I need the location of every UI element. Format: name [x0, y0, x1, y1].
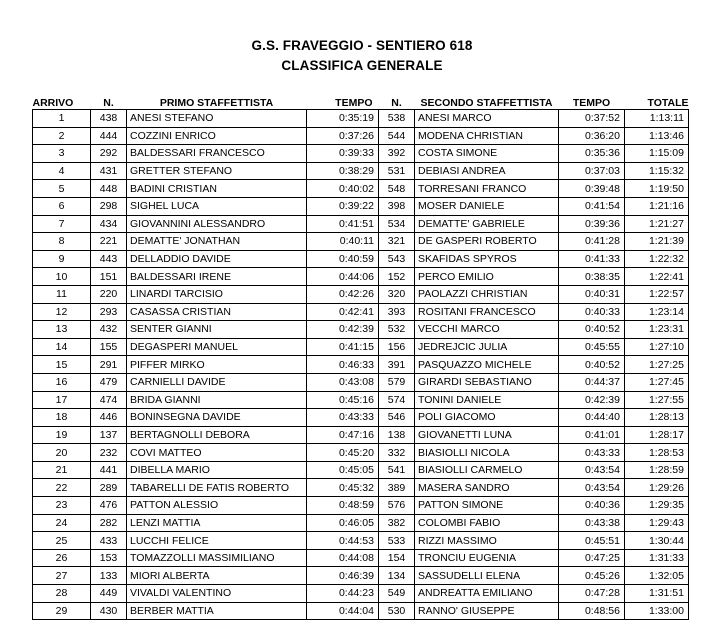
cell-number-1: 291	[91, 356, 127, 374]
cell-tempo-1: 0:40:11	[307, 233, 379, 251]
cell-secondo-staffettista: TRONCIU EUGENIA	[415, 549, 559, 567]
cell-totale: 1:27:10	[625, 338, 689, 356]
cell-totale: 1:27:45	[625, 373, 689, 391]
cell-number-2: 393	[379, 303, 415, 321]
cell-secondo-staffettista: PASQUAZZO MICHELE	[415, 356, 559, 374]
cell-number-1: 298	[91, 197, 127, 215]
cell-secondo-staffettista: RANNO' GIUSEPPE	[415, 602, 559, 620]
table-row	[33, 268, 689, 286]
cell-number-1: 431	[91, 162, 127, 180]
cell-secondo-staffettista: GIOVANETTI LUNA	[415, 426, 559, 444]
table-row	[33, 110, 689, 128]
cell-number-1: 220	[91, 285, 127, 303]
cell-primo-staffettista: COVI MATTEO	[127, 444, 307, 462]
cell-number-2: 154	[379, 549, 415, 567]
cell-number-2: 541	[379, 461, 415, 479]
cell-primo-staffettista: BERBER MATTIA	[127, 602, 307, 620]
cell-tempo-2: 0:45:55	[559, 338, 625, 356]
cell-tempo-2: 0:42:39	[559, 391, 625, 409]
cell-arrivo: 4	[33, 162, 91, 180]
cell-tempo-2: 0:37:03	[559, 162, 625, 180]
cell-number-2: 544	[379, 127, 415, 145]
table-row	[33, 567, 689, 585]
document-subtitle: CLASSIFICA GENERALE	[281, 58, 443, 73]
cell-tempo-1: 0:41:15	[307, 338, 379, 356]
cell-tempo-1: 0:40:02	[307, 180, 379, 198]
cell-tempo-2: 0:35:36	[559, 145, 625, 163]
cell-tempo-2: 0:45:51	[559, 532, 625, 550]
cell-arrivo: 20	[33, 444, 91, 462]
cell-number-1: 433	[91, 532, 127, 550]
cell-tempo-1: 0:41:51	[307, 215, 379, 233]
cell-number-1: 448	[91, 180, 127, 198]
cell-tempo-1: 0:47:16	[307, 426, 379, 444]
cell-number-2: 531	[379, 162, 415, 180]
cell-primo-staffettista: TABARELLI DE FATIS ROBERTO	[127, 479, 307, 497]
cell-secondo-staffettista: DEMATTE' GABRIELE	[415, 215, 559, 233]
cell-secondo-staffettista: DE GASPERI ROBERTO	[415, 233, 559, 251]
cell-number-2: 533	[379, 532, 415, 550]
header-tempo-1: TEMPO	[307, 92, 379, 110]
cell-number-2: 320	[379, 285, 415, 303]
cell-arrivo: 16	[33, 373, 91, 391]
cell-secondo-staffettista: MODENA CHRISTIAN	[415, 127, 559, 145]
cell-tempo-1: 0:43:33	[307, 409, 379, 427]
cell-tempo-1: 0:44:04	[307, 602, 379, 620]
cell-secondo-staffettista: BIASIOLLI NICOLA	[415, 444, 559, 462]
cell-primo-staffettista: GRETTER STEFANO	[127, 162, 307, 180]
cell-totale: 1:15:32	[625, 162, 689, 180]
cell-number-2: 152	[379, 268, 415, 286]
table-row	[33, 585, 689, 603]
header-primo-staffettista: PRIMO STAFFETTISTA	[127, 92, 307, 110]
cell-tempo-2: 0:39:36	[559, 215, 625, 233]
table-row	[33, 514, 689, 532]
cell-primo-staffettista: BALDESSARI IRENE	[127, 268, 307, 286]
cell-number-2: 382	[379, 514, 415, 532]
header-number-1: N.	[91, 92, 127, 110]
cell-tempo-2: 0:43:54	[559, 461, 625, 479]
cell-arrivo: 3	[33, 145, 91, 163]
table-row	[33, 215, 689, 233]
cell-secondo-staffettista: PERCO EMILIO	[415, 268, 559, 286]
cell-arrivo: 23	[33, 497, 91, 515]
cell-arrivo: 27	[33, 567, 91, 585]
cell-number-1: 443	[91, 250, 127, 268]
cell-tempo-1: 0:44:06	[307, 268, 379, 286]
cell-tempo-2: 0:40:36	[559, 497, 625, 515]
cell-totale: 1:29:43	[625, 514, 689, 532]
cell-secondo-staffettista: RIZZI MASSIMO	[415, 532, 559, 550]
cell-arrivo: 6	[33, 197, 91, 215]
table-row	[33, 250, 689, 268]
cell-arrivo: 29	[33, 602, 91, 620]
table-row	[33, 233, 689, 251]
cell-totale: 1:13:46	[625, 127, 689, 145]
cell-tempo-2: 0:43:33	[559, 444, 625, 462]
cell-tempo-2: 0:41:28	[559, 233, 625, 251]
cell-secondo-staffettista: SKAFIDAS SPYROS	[415, 250, 559, 268]
cell-totale: 1:22:41	[625, 268, 689, 286]
table-row	[33, 127, 689, 145]
cell-arrivo: 26	[33, 549, 91, 567]
cell-tempo-2: 0:44:37	[559, 373, 625, 391]
cell-tempo-1: 0:37:26	[307, 127, 379, 145]
table-row	[33, 479, 689, 497]
cell-number-1: 232	[91, 444, 127, 462]
cell-tempo-1: 0:46:05	[307, 514, 379, 532]
cell-secondo-staffettista: JEDREJCIC JULIA	[415, 338, 559, 356]
cell-number-2: 392	[379, 145, 415, 163]
header-secondo-staffettista: SECONDO STAFFETTISTA	[415, 92, 559, 110]
cell-secondo-staffettista: ROSITANI FRANCESCO	[415, 303, 559, 321]
cell-totale: 1:22:32	[625, 250, 689, 268]
cell-tempo-1: 0:42:39	[307, 321, 379, 339]
table-row	[33, 321, 689, 339]
cell-primo-staffettista: DEMATTE' JONATHAN	[127, 233, 307, 251]
table-row	[33, 532, 689, 550]
cell-tempo-2: 0:37:52	[559, 110, 625, 128]
table-row	[33, 444, 689, 462]
cell-primo-staffettista: CARNIELLI DAVIDE	[127, 373, 307, 391]
cell-primo-staffettista: VIVALDI VALENTINO	[127, 585, 307, 603]
cell-secondo-staffettista: DEBIASI ANDREA	[415, 162, 559, 180]
cell-number-2: 138	[379, 426, 415, 444]
cell-totale: 1:33:00	[625, 602, 689, 620]
table-header-row	[33, 92, 689, 110]
table-row	[33, 338, 689, 356]
cell-primo-staffettista: BADINI CRISTIAN	[127, 180, 307, 198]
cell-number-1: 292	[91, 145, 127, 163]
header-tempo-2: TEMPO	[559, 92, 625, 110]
cell-number-1: 151	[91, 268, 127, 286]
cell-number-1: 432	[91, 321, 127, 339]
cell-tempo-1: 0:44:08	[307, 549, 379, 567]
cell-number-1: 446	[91, 409, 127, 427]
cell-number-2: 332	[379, 444, 415, 462]
cell-number-1: 430	[91, 602, 127, 620]
cell-tempo-2: 0:41:33	[559, 250, 625, 268]
cell-number-1: 474	[91, 391, 127, 409]
cell-totale: 1:21:27	[625, 215, 689, 233]
cell-tempo-2: 0:48:56	[559, 602, 625, 620]
cell-totale: 1:15:09	[625, 145, 689, 163]
cell-primo-staffettista: PATTON ALESSIO	[127, 497, 307, 515]
cell-secondo-staffettista: VECCHI MARCO	[415, 321, 559, 339]
cell-arrivo: 28	[33, 585, 91, 603]
cell-arrivo: 1	[33, 110, 91, 128]
cell-arrivo: 22	[33, 479, 91, 497]
cell-number-2: 398	[379, 197, 415, 215]
cell-number-2: 391	[379, 356, 415, 374]
header-number-2: N.	[379, 92, 415, 110]
cell-number-1: 282	[91, 514, 127, 532]
cell-arrivo: 11	[33, 285, 91, 303]
cell-number-1: 449	[91, 585, 127, 603]
cell-tempo-1: 0:39:33	[307, 145, 379, 163]
cell-primo-staffettista: BERTAGNOLLI DEBORA	[127, 426, 307, 444]
cell-primo-staffettista: SIGHEL LUCA	[127, 197, 307, 215]
cell-tempo-2: 0:41:01	[559, 426, 625, 444]
cell-secondo-staffettista: GIRARDI SEBASTIANO	[415, 373, 559, 391]
cell-totale: 1:27:25	[625, 356, 689, 374]
cell-number-2: 321	[379, 233, 415, 251]
cell-tempo-2: 0:43:38	[559, 514, 625, 532]
cell-number-2: 134	[379, 567, 415, 585]
cell-tempo-1: 0:43:08	[307, 373, 379, 391]
cell-arrivo: 9	[33, 250, 91, 268]
cell-arrivo: 13	[33, 321, 91, 339]
cell-tempo-1: 0:45:16	[307, 391, 379, 409]
cell-primo-staffettista: SENTER GIANNI	[127, 321, 307, 339]
cell-primo-staffettista: LINARDI TARCISIO	[127, 285, 307, 303]
cell-tempo-1: 0:45:32	[307, 479, 379, 497]
cell-tempo-1: 0:46:39	[307, 567, 379, 585]
cell-tempo-1: 0:44:53	[307, 532, 379, 550]
cell-number-2: 549	[379, 585, 415, 603]
table-row	[33, 497, 689, 515]
cell-tempo-1: 0:42:26	[307, 285, 379, 303]
cell-secondo-staffettista: BIASIOLLI CARMELO	[415, 461, 559, 479]
cell-totale: 1:19:50	[625, 180, 689, 198]
cell-arrivo: 15	[33, 356, 91, 374]
cell-number-2: 530	[379, 602, 415, 620]
cell-tempo-2: 0:47:28	[559, 585, 625, 603]
cell-tempo-1: 0:45:20	[307, 444, 379, 462]
header-totale: TOTALE	[625, 92, 689, 110]
cell-tempo-2: 0:39:48	[559, 180, 625, 198]
cell-totale: 1:28:59	[625, 461, 689, 479]
cell-number-2: 389	[379, 479, 415, 497]
cell-number-1: 438	[91, 110, 127, 128]
cell-tempo-2: 0:44:40	[559, 409, 625, 427]
cell-tempo-1: 0:35:19	[307, 110, 379, 128]
cell-tempo-2: 0:41:54	[559, 197, 625, 215]
cell-primo-staffettista: DIBELLA MARIO	[127, 461, 307, 479]
document-title: G.S. FRAVEGGIO - SENTIERO 618	[251, 38, 473, 53]
cell-primo-staffettista: MIORI ALBERTA	[127, 567, 307, 585]
cell-tempo-2: 0:45:26	[559, 567, 625, 585]
cell-number-2: 538	[379, 110, 415, 128]
cell-tempo-2: 0:40:33	[559, 303, 625, 321]
cell-totale: 1:23:14	[625, 303, 689, 321]
cell-secondo-staffettista: TONINI DANIELE	[415, 391, 559, 409]
cell-secondo-staffettista: MASERA SANDRO	[415, 479, 559, 497]
cell-arrivo: 14	[33, 338, 91, 356]
cell-arrivo: 25	[33, 532, 91, 550]
cell-totale: 1:31:33	[625, 549, 689, 567]
cell-primo-staffettista: CASASSA CRISTIAN	[127, 303, 307, 321]
results-table	[32, 92, 689, 620]
cell-tempo-1: 0:42:41	[307, 303, 379, 321]
cell-tempo-1: 0:46:33	[307, 356, 379, 374]
cell-primo-staffettista: COZZINI ENRICO	[127, 127, 307, 145]
cell-arrivo: 5	[33, 180, 91, 198]
cell-tempo-1: 0:48:59	[307, 497, 379, 515]
cell-totale: 1:22:57	[625, 285, 689, 303]
cell-primo-staffettista: DELLADDIO DAVIDE	[127, 250, 307, 268]
cell-tempo-1: 0:39:22	[307, 197, 379, 215]
cell-secondo-staffettista: PAOLAZZI CHRISTIAN	[415, 285, 559, 303]
cell-secondo-staffettista: SASSUDELLI ELENA	[415, 567, 559, 585]
cell-primo-staffettista: TOMAZZOLLI MASSIMILIANO	[127, 549, 307, 567]
cell-secondo-staffettista: POLI GIACOMO	[415, 409, 559, 427]
cell-totale: 1:21:39	[625, 233, 689, 251]
cell-number-2: 534	[379, 215, 415, 233]
cell-tempo-2: 0:40:52	[559, 356, 625, 374]
cell-number-1: 221	[91, 233, 127, 251]
cell-primo-staffettista: PIFFER MIRKO	[127, 356, 307, 374]
cell-arrivo: 8	[33, 233, 91, 251]
cell-secondo-staffettista: PATTON SIMONE	[415, 497, 559, 515]
cell-tempo-2: 0:43:54	[559, 479, 625, 497]
cell-number-1: 444	[91, 127, 127, 145]
cell-primo-staffettista: LENZI MATTIA	[127, 514, 307, 532]
cell-primo-staffettista: LUCCHI FELICE	[127, 532, 307, 550]
header-arrivo: ARRIVO	[33, 92, 91, 110]
cell-tempo-1: 0:44:23	[307, 585, 379, 603]
cell-secondo-staffettista: COLOMBI FABIO	[415, 514, 559, 532]
cell-totale: 1:21:16	[625, 197, 689, 215]
cell-tempo-1: 0:40:59	[307, 250, 379, 268]
cell-primo-staffettista: BRIDA GIANNI	[127, 391, 307, 409]
cell-totale: 1:28:53	[625, 444, 689, 462]
cell-number-2: 579	[379, 373, 415, 391]
table-row	[33, 180, 689, 198]
table-row	[33, 145, 689, 163]
cell-number-1: 155	[91, 338, 127, 356]
cell-totale: 1:28:13	[625, 409, 689, 427]
cell-secondo-staffettista: ANESI MARCO	[415, 110, 559, 128]
cell-tempo-1: 0:38:29	[307, 162, 379, 180]
cell-tempo-2: 0:36:20	[559, 127, 625, 145]
table-row	[33, 461, 689, 479]
cell-totale: 1:27:55	[625, 391, 689, 409]
cell-totale: 1:13:11	[625, 110, 689, 128]
cell-totale: 1:32:05	[625, 567, 689, 585]
cell-number-1: 293	[91, 303, 127, 321]
cell-number-1: 479	[91, 373, 127, 391]
cell-primo-staffettista: BONINSEGNA DAVIDE	[127, 409, 307, 427]
table-row	[33, 285, 689, 303]
table-row	[33, 391, 689, 409]
cell-number-2: 156	[379, 338, 415, 356]
cell-secondo-staffettista: ANDREATTA EMILIANO	[415, 585, 559, 603]
table-row	[33, 303, 689, 321]
cell-totale: 1:30:44	[625, 532, 689, 550]
cell-arrivo: 19	[33, 426, 91, 444]
cell-number-2: 548	[379, 180, 415, 198]
cell-primo-staffettista: ANESI STEFANO	[127, 110, 307, 128]
table-row	[33, 197, 689, 215]
cell-number-2: 576	[379, 497, 415, 515]
cell-totale: 1:29:26	[625, 479, 689, 497]
cell-totale: 1:28:17	[625, 426, 689, 444]
cell-number-1: 153	[91, 549, 127, 567]
cell-number-2: 546	[379, 409, 415, 427]
cell-arrivo: 12	[33, 303, 91, 321]
cell-number-2: 574	[379, 391, 415, 409]
cell-number-1: 289	[91, 479, 127, 497]
cell-arrivo: 24	[33, 514, 91, 532]
cell-tempo-2: 0:47:25	[559, 549, 625, 567]
cell-primo-staffettista: BALDESSARI FRANCESCO	[127, 145, 307, 163]
cell-secondo-staffettista: MOSER DANIELE	[415, 197, 559, 215]
cell-secondo-staffettista: COSTA SIMONE	[415, 145, 559, 163]
cell-primo-staffettista: GIOVANNINI ALESSANDRO	[127, 215, 307, 233]
table-row	[33, 549, 689, 567]
cell-number-1: 434	[91, 215, 127, 233]
cell-arrivo: 2	[33, 127, 91, 145]
cell-arrivo: 7	[33, 215, 91, 233]
cell-tempo-1: 0:45:05	[307, 461, 379, 479]
cell-tempo-2: 0:38:35	[559, 268, 625, 286]
cell-totale: 1:31:51	[625, 585, 689, 603]
table-row	[33, 373, 689, 391]
table-row	[33, 162, 689, 180]
table-row	[33, 409, 689, 427]
table-row	[33, 426, 689, 444]
cell-tempo-2: 0:40:31	[559, 285, 625, 303]
table-row	[33, 356, 689, 374]
cell-arrivo: 10	[33, 268, 91, 286]
cell-totale: 1:29:35	[625, 497, 689, 515]
cell-number-2: 543	[379, 250, 415, 268]
cell-secondo-staffettista: TORRESANI FRANCO	[415, 180, 559, 198]
cell-totale: 1:23:31	[625, 321, 689, 339]
cell-number-1: 441	[91, 461, 127, 479]
cell-arrivo: 18	[33, 409, 91, 427]
cell-arrivo: 17	[33, 391, 91, 409]
cell-number-1: 137	[91, 426, 127, 444]
cell-number-1: 133	[91, 567, 127, 585]
cell-number-1: 476	[91, 497, 127, 515]
cell-tempo-2: 0:40:52	[559, 321, 625, 339]
cell-arrivo: 21	[33, 461, 91, 479]
cell-primo-staffettista: DEGASPERI MANUEL	[127, 338, 307, 356]
table-row	[33, 602, 689, 620]
cell-number-2: 532	[379, 321, 415, 339]
